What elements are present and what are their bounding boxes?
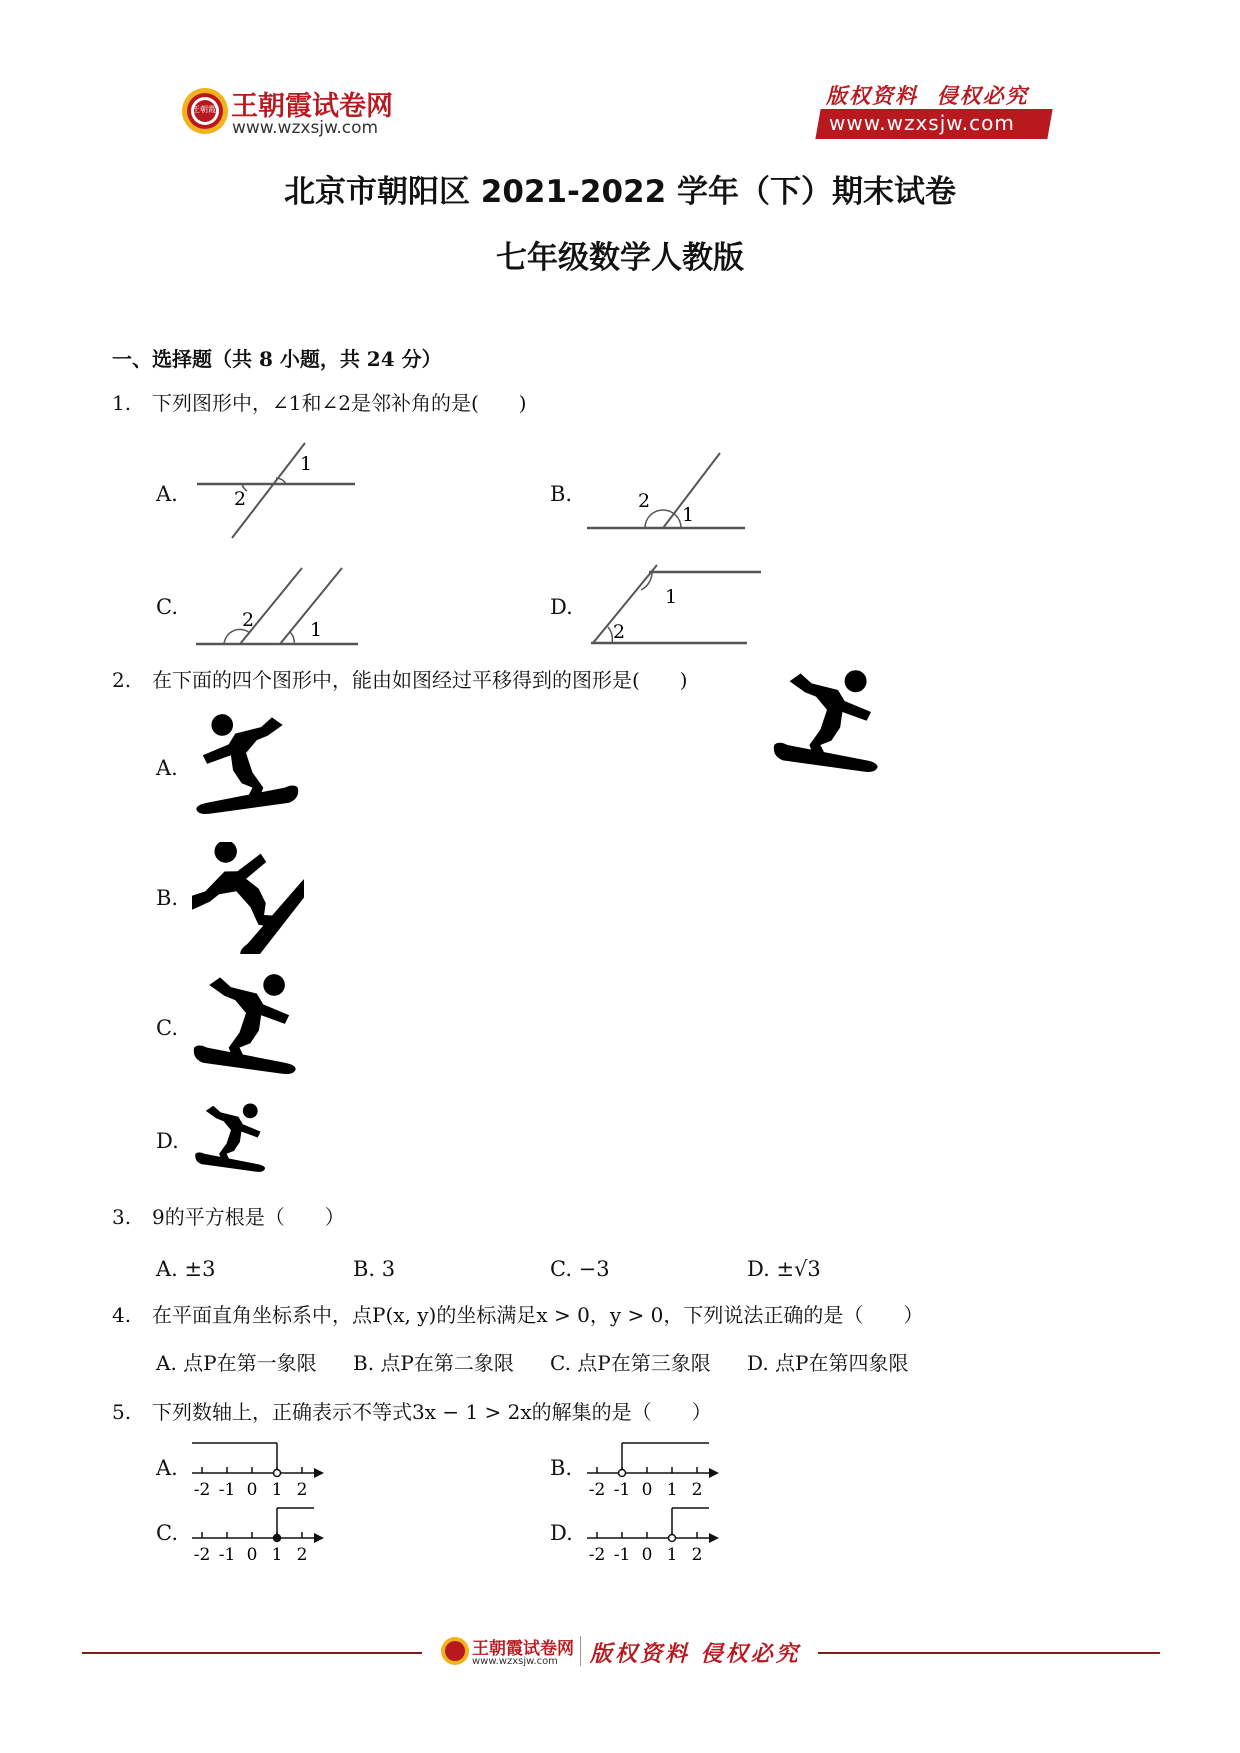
q5-option-d-numberline[interactable] bbox=[585, 1500, 745, 1570]
snowboarder-option-d-icon[interactable] bbox=[194, 1102, 268, 1176]
axis-tick-label: -2 bbox=[588, 1480, 606, 1500]
footer-slogan: 版权资料 侵权必究 bbox=[590, 1641, 801, 1667]
q5-option-b-label[interactable]: B. bbox=[550, 1456, 573, 1480]
q5-option-a-numberline[interactable] bbox=[190, 1435, 350, 1505]
q2-option-d-label[interactable]: D. bbox=[156, 1129, 179, 1153]
axis-arrow-icon bbox=[709, 1533, 719, 1543]
axis-tick-label: -2 bbox=[588, 1545, 606, 1565]
question-number: 3. bbox=[112, 1205, 132, 1229]
q1-option-c-figure[interactable] bbox=[190, 560, 360, 650]
axis-tick-label: -1 bbox=[218, 1545, 236, 1565]
axis-tick-label: -1 bbox=[613, 1545, 631, 1565]
angle-label-1: 1 bbox=[665, 586, 678, 608]
q1-option-a-label[interactable]: A. bbox=[156, 482, 178, 506]
page-title: 北京市朝阳区 2021-2022 学年（下）期末试卷 bbox=[283, 174, 956, 210]
question-text: 在下面的四个图形中，能由如图经过平移得到的图形是( ) bbox=[152, 668, 688, 692]
brand-name: 王朝霞试卷网 bbox=[231, 91, 393, 122]
axis-tick-label: 2 bbox=[691, 1545, 703, 1565]
q5-option-b-numberline[interactable] bbox=[585, 1435, 745, 1505]
axis-tick-label: 0 bbox=[246, 1480, 258, 1500]
snowboarder-reference-icon bbox=[772, 668, 882, 778]
q3-option-a[interactable]: A. ±3 bbox=[156, 1257, 216, 1281]
angle-label-2: 2 bbox=[613, 621, 626, 643]
logo-text: 王朝霞 bbox=[192, 105, 216, 114]
brand-url[interactable]: www.wzxsjw.com bbox=[232, 118, 379, 138]
axis-tick-label: 1 bbox=[271, 1480, 283, 1500]
q4-option-a[interactable]: A. 点P在第一象限 bbox=[156, 1351, 317, 1375]
q4-option-b[interactable]: B. 点P在第二象限 bbox=[353, 1351, 514, 1375]
q2-option-c-label[interactable]: C. bbox=[156, 1016, 178, 1040]
axis-tick-label: 0 bbox=[641, 1480, 653, 1500]
q4-option-d[interactable]: D. 点P在第四象限 bbox=[747, 1351, 909, 1375]
axis-tick-label: 1 bbox=[666, 1480, 678, 1500]
snowboarder-option-c-icon[interactable] bbox=[192, 972, 300, 1080]
q3-option-c[interactable]: C. −3 bbox=[550, 1257, 610, 1281]
question-4 bbox=[112, 1305, 923, 1325]
q5-option-c-label[interactable]: C. bbox=[156, 1521, 178, 1545]
question-3 bbox=[112, 1207, 345, 1227]
snowboarder-option-b-icon[interactable] bbox=[192, 842, 304, 954]
question-number: 1. bbox=[112, 391, 132, 415]
question-number: 5. bbox=[112, 1400, 132, 1424]
angle-label-2: 2 bbox=[234, 488, 247, 510]
hollow-point bbox=[619, 1470, 626, 1477]
q1-option-b-figure[interactable] bbox=[585, 445, 755, 535]
footer-divider-right bbox=[818, 1652, 1160, 1654]
axis-tick-label: 2 bbox=[691, 1480, 703, 1500]
angle-label-1: 1 bbox=[682, 504, 695, 526]
q1-option-b-label[interactable]: B. bbox=[550, 482, 573, 506]
axis-arrow-icon bbox=[314, 1533, 324, 1543]
hollow-point bbox=[669, 1535, 676, 1542]
axis-tick-label: -1 bbox=[613, 1480, 631, 1500]
axis-tick-label: -2 bbox=[193, 1545, 211, 1565]
q1-option-a-figure[interactable] bbox=[190, 440, 360, 540]
axis-tick-label: 1 bbox=[271, 1545, 283, 1565]
question-text: 在平面直角坐标系中，点P(x, y)的坐标满足x > 0，y > 0，下列说法正确的是（ ） bbox=[152, 1303, 924, 1327]
q3-option-d[interactable]: D. ±√3 bbox=[747, 1257, 821, 1281]
axis-arrow-icon bbox=[314, 1468, 324, 1478]
header-slogan: 版权资料 侵权必究 bbox=[826, 83, 1029, 108]
angle-label-1: 1 bbox=[300, 453, 313, 475]
q5-option-a-label[interactable]: A. bbox=[156, 1456, 178, 1480]
axis-tick-label: -1 bbox=[218, 1480, 236, 1500]
axis-tick-label: 1 bbox=[666, 1545, 678, 1565]
question-2 bbox=[112, 670, 688, 690]
question-text: 下列数轴上，正确表示不等式3x − 1 > 2x的解集的是（ ） bbox=[152, 1400, 712, 1424]
page-subtitle: 七年级数学人教版 bbox=[496, 240, 744, 276]
axis-tick-label: 2 bbox=[296, 1480, 308, 1500]
q1-option-c-label[interactable]: C. bbox=[156, 595, 178, 619]
hollow-point bbox=[274, 1470, 281, 1477]
snowboarder-option-a-icon[interactable] bbox=[192, 712, 300, 820]
q5-option-c-numberline[interactable] bbox=[190, 1500, 350, 1570]
solid-point bbox=[274, 1535, 281, 1542]
footer-separator bbox=[580, 1636, 581, 1666]
footer-logo-icon bbox=[440, 1636, 470, 1666]
question-5 bbox=[112, 1402, 712, 1422]
q5-option-d-label[interactable]: D. bbox=[550, 1521, 573, 1545]
header-slogan-url[interactable]: www.wzxsjw.com bbox=[829, 111, 1015, 135]
axis-tick-label: 0 bbox=[246, 1545, 258, 1565]
q1-option-d-figure[interactable] bbox=[585, 560, 765, 650]
q1-option-d-label[interactable]: D. bbox=[550, 595, 573, 619]
axis-tick-label: -2 bbox=[193, 1480, 211, 1500]
axis-arrow-icon bbox=[709, 1468, 719, 1478]
q2-option-b-label[interactable]: B. bbox=[156, 886, 179, 910]
question-1 bbox=[112, 393, 527, 413]
footer-brand-url[interactable]: www.wzxsjw.com bbox=[472, 1656, 558, 1667]
section-heading: 一、选择题（共 8 小题，共 24 分） bbox=[112, 347, 442, 371]
angle-label-2: 2 bbox=[638, 490, 651, 512]
footer-divider-left bbox=[82, 1652, 422, 1654]
angle-label-1: 1 bbox=[310, 619, 323, 641]
axis-tick-label: 0 bbox=[641, 1545, 653, 1565]
axis-tick-label: 2 bbox=[296, 1545, 308, 1565]
q3-option-b[interactable]: B. 3 bbox=[353, 1257, 396, 1281]
q2-option-a-label[interactable]: A. bbox=[156, 756, 178, 780]
q4-option-c[interactable]: C. 点P在第三象限 bbox=[550, 1351, 711, 1375]
angle-label-2: 2 bbox=[242, 609, 255, 631]
question-text: 9的平方根是（ ） bbox=[152, 1205, 345, 1229]
question-number: 4. bbox=[112, 1303, 132, 1327]
question-number: 2. bbox=[112, 668, 132, 692]
footer-brand-name: 王朝霞试卷网 bbox=[472, 1639, 574, 1659]
question-text: 下列图形中，∠1和∠2是邻补角的是( ) bbox=[152, 391, 527, 415]
